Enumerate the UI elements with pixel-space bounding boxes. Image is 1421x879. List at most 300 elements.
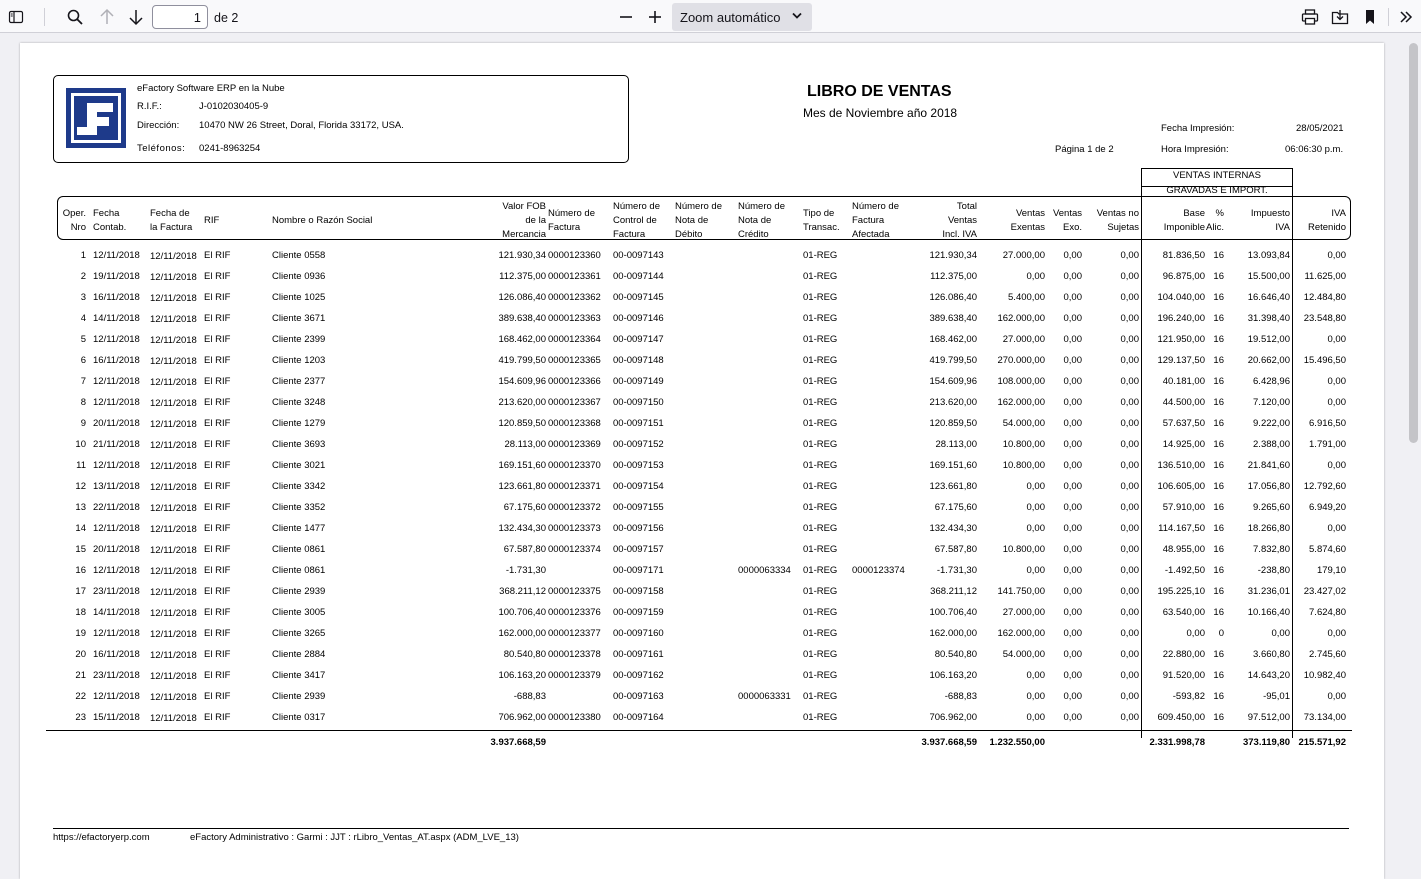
cell-ventas-exentas: 162.000,00 bbox=[997, 628, 1045, 639]
cell-num-factura: 0000123361 bbox=[548, 271, 601, 282]
cell-rif: El RIF bbox=[204, 460, 231, 471]
cell-impuesto-iva: 2.388,00 bbox=[1253, 439, 1290, 450]
arrow-up-icon bbox=[99, 8, 115, 26]
total-total-ventas: 3.937.668,59 bbox=[921, 737, 977, 748]
cell-oper: 2 bbox=[80, 271, 86, 282]
cell-valor-fob: -1.731,30 bbox=[505, 565, 546, 576]
cell-total-ventas: -688,83 bbox=[944, 691, 977, 702]
cell-tipo-trans: 01-REG bbox=[803, 544, 838, 555]
cell-ventas-no-sujetas: 0,00 bbox=[1120, 313, 1139, 324]
column-header-total-ventas: Incl. IVA bbox=[942, 229, 977, 240]
cell-rif: El RIF bbox=[204, 481, 231, 492]
cell-fecha-factura: 12/11/2018 bbox=[150, 398, 197, 409]
cell-ventas-exentas: 5.400,00 bbox=[1008, 292, 1045, 303]
column-header-nota-debito: Nota de bbox=[675, 215, 709, 226]
cell-impuesto-iva: -238,80 bbox=[1257, 565, 1290, 576]
page-label: Página 1 de 2 bbox=[1055, 144, 1114, 155]
cell-ventas-exentas: 0,00 bbox=[1026, 691, 1045, 702]
page-number-input[interactable] bbox=[152, 5, 208, 29]
cell-ventas-exentas: 0,00 bbox=[1026, 481, 1045, 492]
cell-fecha-factura: 12/11/2018 bbox=[150, 335, 197, 346]
cell-rif: El RIF bbox=[204, 523, 231, 534]
cell-ventas-no-sujetas: 0,00 bbox=[1120, 376, 1139, 387]
cell-pct-alic: 16 bbox=[1213, 691, 1224, 702]
cell-base-imponible: 14.925,00 bbox=[1162, 439, 1205, 450]
cell-pct-alic: 16 bbox=[1213, 481, 1224, 492]
cell-fecha-contab: 12/11/2018 bbox=[93, 397, 140, 408]
cell-ventas-no-sujetas: 0,00 bbox=[1120, 271, 1139, 282]
total-impuesto-iva: 373.119,80 bbox=[1242, 737, 1290, 748]
search-icon bbox=[66, 8, 84, 26]
cell-iva-retenido: 0,00 bbox=[1327, 691, 1346, 702]
cell-base-imponible: 196.240,00 bbox=[1157, 313, 1205, 324]
cell-iva-retenido: 0,00 bbox=[1327, 376, 1346, 387]
cell-impuesto-iva: 18.266,80 bbox=[1247, 523, 1290, 534]
column-header-num-control: Control de bbox=[613, 215, 657, 226]
cell-num-control: 00-0097151 bbox=[613, 418, 664, 429]
cell-oper: 8 bbox=[80, 397, 86, 408]
pdf-page bbox=[20, 43, 1384, 879]
cell-rif: El RIF bbox=[204, 250, 231, 261]
cell-ventas-exentas: 0,00 bbox=[1026, 712, 1045, 723]
cell-pct-alic: 16 bbox=[1213, 502, 1224, 513]
cell-num-factura: 0000123371 bbox=[548, 481, 601, 492]
group-header-line1: VENTAS INTERNAS bbox=[1173, 170, 1261, 181]
cell-base-imponible: 609.450,00 bbox=[1157, 712, 1205, 723]
zoom-select[interactable] bbox=[672, 3, 812, 31]
cell-rif: El RIF bbox=[204, 439, 231, 450]
cell-ventas-exo: 0,00 bbox=[1063, 502, 1082, 513]
cell-rif: El RIF bbox=[204, 544, 231, 555]
cell-impuesto-iva: 7.120,00 bbox=[1253, 397, 1290, 408]
cell-tipo-trans: 01-REG bbox=[803, 670, 838, 681]
cell-rif: El RIF bbox=[204, 334, 231, 345]
cell-iva-retenido: 0,00 bbox=[1327, 523, 1346, 534]
rif-label: R.I.F.: bbox=[137, 101, 162, 112]
cell-pct-alic: 16 bbox=[1213, 460, 1224, 471]
cell-num-control: 00-0097144 bbox=[613, 271, 664, 282]
cell-pct-alic: 16 bbox=[1213, 418, 1224, 429]
cell-num-control: 00-0097152 bbox=[613, 439, 664, 450]
cell-ventas-exentas: 27.000,00 bbox=[1002, 250, 1045, 261]
cell-num-control: 00-0097157 bbox=[613, 544, 664, 555]
cell-nombre: Cliente 2399 bbox=[272, 334, 326, 345]
cell-fact-afectada: 0000123374 bbox=[852, 565, 905, 576]
cell-base-imponible: 63.540,00 bbox=[1162, 607, 1205, 618]
cell-num-factura: 0000123378 bbox=[548, 649, 601, 660]
next-page-button[interactable] bbox=[124, 5, 148, 29]
cell-oper: 21 bbox=[75, 670, 86, 681]
footer-url: https://efactoryerp.com bbox=[53, 832, 150, 843]
cell-nombre: Cliente 0936 bbox=[272, 271, 326, 282]
column-header-num-factura: Factura bbox=[548, 222, 581, 233]
cell-impuesto-iva: 31.236,01 bbox=[1247, 586, 1290, 597]
cell-total-ventas: 28.113,00 bbox=[935, 439, 977, 450]
cell-total-ventas: 368.211,12 bbox=[930, 586, 977, 597]
cell-ventas-exo: 0,00 bbox=[1063, 460, 1082, 471]
cell-valor-fob: 120.859,50 bbox=[498, 418, 546, 429]
cell-pct-alic: 16 bbox=[1213, 376, 1224, 387]
printer-icon bbox=[1301, 9, 1319, 25]
cell-nombre: Cliente 0861 bbox=[272, 565, 326, 576]
cell-ventas-no-sujetas: 0,00 bbox=[1120, 355, 1139, 366]
cell-fecha-factura: 12/11/2018 bbox=[150, 650, 197, 661]
cell-num-control: 00-0097148 bbox=[613, 355, 664, 366]
cell-ventas-no-sujetas: 0,00 bbox=[1120, 250, 1139, 261]
cell-nombre: Cliente 2939 bbox=[272, 691, 326, 702]
cell-ventas-exentas: 141.750,00 bbox=[997, 586, 1045, 597]
zoom-in-button[interactable] bbox=[643, 5, 667, 29]
cell-impuesto-iva: 97.512,00 bbox=[1247, 712, 1290, 723]
address-value: 10470 NW 26 Street, Doral, Florida 33172, USA. bbox=[199, 120, 404, 131]
cell-oper: 4 bbox=[80, 313, 86, 324]
column-header-ventas-exentas: Exentas bbox=[1010, 222, 1045, 233]
cell-ventas-exentas: 27.000,00 bbox=[1002, 334, 1045, 345]
cell-base-imponible: 40.181,00 bbox=[1162, 376, 1205, 387]
cell-impuesto-iva: 17.056,80 bbox=[1247, 481, 1290, 492]
cell-fecha-contab: 12/11/2018 bbox=[93, 376, 140, 387]
column-header-nota-credito: Crédito bbox=[738, 229, 769, 240]
cell-pct-alic: 16 bbox=[1213, 523, 1224, 534]
cell-num-control: 00-0097171 bbox=[613, 565, 664, 576]
cell-valor-fob: 100.706,40 bbox=[498, 607, 546, 618]
cell-ventas-no-sujetas: 0,00 bbox=[1120, 607, 1139, 618]
cell-rif: El RIF bbox=[204, 397, 231, 408]
cell-fecha-factura: 12/11/2018 bbox=[150, 440, 197, 451]
pdf-toolbar bbox=[0, 0, 1421, 33]
save-button[interactable] bbox=[1328, 5, 1352, 29]
cell-num-factura: 0000123365 bbox=[548, 355, 601, 366]
cell-pct-alic: 16 bbox=[1213, 439, 1224, 450]
print-time-value: 06:06:30 p.m. bbox=[1285, 144, 1344, 155]
cell-total-ventas: 706.962,00 bbox=[929, 712, 977, 723]
cell-base-imponible: 104.040,00 bbox=[1157, 292, 1205, 303]
cell-fecha-contab: 12/11/2018 bbox=[93, 691, 140, 702]
cell-impuesto-iva: 10.166,40 bbox=[1247, 607, 1290, 618]
cell-ventas-exo: 0,00 bbox=[1063, 649, 1082, 660]
cell-ventas-no-sujetas: 0,00 bbox=[1120, 712, 1139, 723]
cell-oper: 5 bbox=[80, 334, 86, 345]
cell-valor-fob: 389.638,40 bbox=[498, 313, 546, 324]
cell-total-ventas: 154.609,96 bbox=[929, 376, 977, 387]
cell-rif: El RIF bbox=[204, 418, 231, 429]
zoom-out-button[interactable] bbox=[614, 5, 638, 29]
cell-ventas-exo: 0,00 bbox=[1063, 376, 1082, 387]
cell-iva-retenido: 23.427,02 bbox=[1303, 586, 1346, 597]
report-title: LIBRO DE VENTAS bbox=[807, 83, 952, 100]
cell-pct-alic: 16 bbox=[1213, 565, 1224, 576]
footer-info: eFactory Administrativo : Garmi : JJT : rLibro_Ventas_AT.aspx (ADM_LVE_13) bbox=[190, 832, 519, 843]
cell-fecha-contab: 20/11/2018 bbox=[93, 418, 140, 429]
cell-tipo-trans: 01-REG bbox=[803, 649, 838, 660]
sidebar-toggle-button[interactable] bbox=[4, 5, 28, 29]
cell-total-ventas: 132.434,30 bbox=[929, 523, 977, 534]
cell-nombre: Cliente 0317 bbox=[272, 712, 326, 723]
cell-rif: El RIF bbox=[204, 691, 231, 702]
cell-ventas-exo: 0,00 bbox=[1063, 544, 1082, 555]
cell-pct-alic: 16 bbox=[1213, 313, 1224, 324]
cell-fecha-contab: 13/11/2018 bbox=[93, 481, 140, 492]
cell-valor-fob: 28.113,00 bbox=[504, 439, 546, 450]
cell-ventas-exo: 0,00 bbox=[1063, 481, 1082, 492]
cell-iva-retenido: 0,00 bbox=[1327, 460, 1346, 471]
cell-nombre: Cliente 2939 bbox=[272, 586, 326, 597]
column-header-oper: Nro bbox=[70, 222, 86, 233]
cell-ventas-exentas: 10.800,00 bbox=[1002, 544, 1045, 555]
cell-fecha-factura: 12/11/2018 bbox=[150, 545, 197, 556]
cell-fecha-factura: 12/11/2018 bbox=[150, 314, 197, 325]
cell-ventas-exo: 0,00 bbox=[1063, 355, 1082, 366]
cell-nota-credito: 0000063331 bbox=[738, 691, 791, 702]
document-viewer[interactable] bbox=[0, 33, 1405, 879]
company-info-box bbox=[53, 75, 629, 163]
cell-ventas-exentas: 0,00 bbox=[1026, 523, 1045, 534]
zoom-select-value: Zoom automático bbox=[680, 9, 781, 25]
download-icon bbox=[1331, 9, 1349, 25]
cell-rif: El RIF bbox=[204, 292, 231, 303]
cell-valor-fob: 168.462,00 bbox=[498, 334, 546, 345]
cell-iva-retenido: 6.916,50 bbox=[1309, 418, 1346, 429]
cell-base-imponible: 96.875,00 bbox=[1162, 271, 1205, 282]
cell-ventas-exo: 0,00 bbox=[1063, 691, 1082, 702]
cell-valor-fob: -688,83 bbox=[513, 691, 546, 702]
cell-base-imponible: 91.520,00 bbox=[1162, 670, 1205, 681]
cell-fecha-contab: 12/11/2018 bbox=[93, 628, 140, 639]
cell-fecha-factura: 12/11/2018 bbox=[150, 524, 197, 535]
cell-iva-retenido: 12.792,60 bbox=[1303, 481, 1346, 492]
cell-tipo-trans: 01-REG bbox=[803, 355, 838, 366]
cell-valor-fob: 106.163,20 bbox=[498, 670, 546, 681]
cell-total-ventas: 100.706,40 bbox=[929, 607, 977, 618]
cell-total-ventas: 419.799,50 bbox=[929, 355, 977, 366]
cell-ventas-exo: 0,00 bbox=[1063, 670, 1082, 681]
cell-fecha-factura: 12/11/2018 bbox=[150, 482, 197, 493]
cell-impuesto-iva: 20.662,00 bbox=[1247, 355, 1290, 366]
cell-num-factura: 0000123379 bbox=[548, 670, 601, 681]
minus-icon bbox=[619, 10, 633, 24]
cell-tipo-trans: 01-REG bbox=[803, 607, 838, 618]
cell-fecha-contab: 23/11/2018 bbox=[93, 586, 140, 597]
cell-base-imponible: 57.910,00 bbox=[1162, 502, 1205, 513]
cell-total-ventas: 389.638,40 bbox=[929, 313, 977, 324]
cell-rif: El RIF bbox=[204, 586, 231, 597]
column-header-ventas-no-sujetas: Ventas no bbox=[1096, 208, 1139, 219]
cell-fecha-factura: 12/11/2018 bbox=[150, 503, 197, 514]
cell-impuesto-iva: 7.832,80 bbox=[1253, 544, 1290, 555]
cell-rif: El RIF bbox=[204, 628, 231, 639]
cell-fecha-contab: 14/11/2018 bbox=[93, 607, 140, 618]
cell-oper: 10 bbox=[75, 439, 86, 450]
cell-rif: El RIF bbox=[204, 670, 231, 681]
cell-num-control: 00-0097150 bbox=[613, 397, 664, 408]
column-header-nota-debito: Número de bbox=[675, 201, 722, 212]
cell-base-imponible: 114.167,50 bbox=[1158, 523, 1205, 534]
cell-iva-retenido: 179,10 bbox=[1316, 565, 1346, 576]
cell-rif: El RIF bbox=[204, 376, 231, 387]
page-count-label: de 2 bbox=[214, 11, 239, 25]
cell-ventas-no-sujetas: 0,00 bbox=[1120, 502, 1139, 513]
cell-fecha-factura: 12/11/2018 bbox=[150, 692, 197, 703]
cell-num-factura: 0000123360 bbox=[548, 250, 601, 261]
column-header-tipo-trans: Tipo de bbox=[803, 208, 835, 219]
cell-iva-retenido: 73.134,00 bbox=[1303, 712, 1346, 723]
cell-ventas-exentas: 162.000,00 bbox=[997, 397, 1045, 408]
cell-ventas-exo: 0,00 bbox=[1063, 334, 1082, 345]
bookmark-button[interactable] bbox=[1358, 5, 1382, 29]
column-header-nota-debito: Débito bbox=[675, 229, 703, 240]
cell-pct-alic: 16 bbox=[1213, 649, 1224, 660]
cell-fecha-factura: 12/11/2018 bbox=[150, 671, 197, 682]
cell-nombre: Cliente 3693 bbox=[272, 439, 326, 450]
cell-num-control: 00-0097161 bbox=[613, 649, 664, 660]
cell-valor-fob: 213.620,00 bbox=[498, 397, 546, 408]
cell-ventas-exentas: 0,00 bbox=[1026, 565, 1045, 576]
cell-ventas-exentas: 0,00 bbox=[1026, 670, 1045, 681]
cell-iva-retenido: 12.484,80 bbox=[1303, 292, 1346, 303]
cell-iva-retenido: 23.548,80 bbox=[1303, 313, 1346, 324]
cell-pct-alic: 16 bbox=[1213, 670, 1224, 681]
column-header-iva-retenido: IVA bbox=[1331, 208, 1346, 219]
column-header-base-imponible: Imponible bbox=[1163, 222, 1205, 233]
phones-value: 0241-8963254 bbox=[199, 143, 261, 154]
cell-nombre: Cliente 2377 bbox=[272, 376, 326, 387]
cell-fecha-contab: 20/11/2018 bbox=[93, 544, 140, 555]
sidebar-icon bbox=[8, 9, 24, 25]
cell-fecha-factura: 12/11/2018 bbox=[150, 377, 197, 388]
cell-num-control: 00-0097159 bbox=[613, 607, 664, 618]
cell-num-factura: 0000123380 bbox=[548, 712, 601, 723]
cell-ventas-exentas: 27.000,00 bbox=[1002, 607, 1045, 618]
cell-num-factura: 0000123370 bbox=[548, 460, 601, 471]
cell-valor-fob: 121.930,34 bbox=[498, 250, 546, 261]
cell-oper: 13 bbox=[75, 502, 86, 513]
cell-fecha-contab: 22/11/2018 bbox=[93, 502, 140, 513]
cell-nombre: Cliente 3248 bbox=[272, 397, 326, 408]
cell-impuesto-iva: 3.660,80 bbox=[1253, 649, 1290, 660]
cell-base-imponible: 22.880,00 bbox=[1162, 649, 1205, 660]
column-header-fecha-factura: la Factura bbox=[150, 222, 193, 233]
cell-oper: 11 bbox=[76, 460, 86, 471]
column-header-oper: Oper. bbox=[62, 208, 86, 219]
cell-nombre: Cliente 2884 bbox=[272, 649, 326, 660]
cell-oper: 20 bbox=[75, 649, 86, 660]
cell-num-control: 00-0097149 bbox=[613, 376, 664, 387]
cell-base-imponible: 106.605,00 bbox=[1157, 481, 1205, 492]
cell-nombre: Cliente 0861 bbox=[272, 544, 326, 555]
cell-fecha-contab: 23/11/2018 bbox=[93, 670, 140, 681]
column-header-valor-fob: de la bbox=[525, 215, 546, 226]
tools-menu-button[interactable] bbox=[1394, 5, 1418, 29]
cell-base-imponible: -1.492,50 bbox=[1164, 565, 1205, 576]
column-header-impuesto-iva: Impuesto bbox=[1250, 208, 1290, 219]
cell-impuesto-iva: 16.646,40 bbox=[1247, 292, 1290, 303]
cell-fecha-factura: 12/11/2018 bbox=[150, 251, 197, 262]
cell-num-control: 00-0097146 bbox=[613, 313, 664, 324]
cell-tipo-trans: 01-REG bbox=[803, 418, 838, 429]
cell-total-ventas: -1.731,30 bbox=[936, 565, 977, 576]
cell-iva-retenido: 11.625,00 bbox=[1304, 271, 1346, 282]
cell-nombre: Cliente 1279 bbox=[272, 418, 326, 429]
cell-iva-retenido: 15.496,50 bbox=[1303, 355, 1346, 366]
cell-pct-alic: 16 bbox=[1213, 334, 1224, 345]
cell-valor-fob: 67.587,80 bbox=[503, 544, 546, 555]
cell-base-imponible: 136.510,00 bbox=[1157, 460, 1205, 471]
cell-impuesto-iva: 9.222,00 bbox=[1253, 418, 1290, 429]
column-header-nota-credito: Nota de bbox=[738, 215, 772, 226]
cell-fecha-contab: 12/11/2018 bbox=[93, 565, 140, 576]
column-header-fecha-contab: Fecha bbox=[93, 208, 120, 219]
cell-ventas-no-sujetas: 0,00 bbox=[1120, 649, 1139, 660]
cell-oper: 3 bbox=[80, 292, 86, 303]
column-header-ventas-exo: Ventas bbox=[1052, 208, 1082, 219]
cell-num-control: 00-0097147 bbox=[613, 334, 664, 345]
scrollbar-thumb[interactable] bbox=[1409, 43, 1418, 443]
column-header-total-ventas: Total bbox=[956, 201, 977, 212]
cell-fecha-contab: 12/11/2018 bbox=[93, 523, 140, 534]
column-header-nombre: Nombre o Razón Social bbox=[272, 215, 373, 226]
chevron-down-icon bbox=[792, 12, 802, 20]
cell-total-ventas: 162.000,00 bbox=[929, 628, 977, 639]
cell-num-control: 00-0097162 bbox=[613, 670, 664, 681]
toolbar-separator bbox=[44, 8, 45, 26]
cell-ventas-exo: 0,00 bbox=[1063, 439, 1082, 450]
cell-num-factura: 0000123375 bbox=[548, 586, 601, 597]
cell-tipo-trans: 01-REG bbox=[803, 502, 838, 513]
previous-page-button[interactable] bbox=[95, 5, 119, 29]
cell-total-ventas: 120.859,50 bbox=[929, 418, 977, 429]
cell-num-factura: 0000123364 bbox=[548, 334, 601, 345]
cell-fecha-factura: 12/11/2018 bbox=[150, 419, 197, 430]
cell-tipo-trans: 01-REG bbox=[803, 250, 838, 261]
cell-ventas-no-sujetas: 0,00 bbox=[1120, 544, 1139, 555]
column-header-rif: RIF bbox=[204, 215, 220, 226]
print-button[interactable] bbox=[1298, 5, 1322, 29]
cell-fecha-contab: 15/11/2018 bbox=[93, 712, 140, 723]
cell-fecha-factura: 12/11/2018 bbox=[150, 566, 197, 577]
column-header-nota-credito: Número de bbox=[738, 201, 785, 212]
cell-nombre: Cliente 1477 bbox=[272, 523, 326, 534]
cell-num-control: 00-0097160 bbox=[613, 628, 664, 639]
total-ventas-exentas: 1.232.550,00 bbox=[989, 737, 1045, 748]
print-date-label: Fecha Impresión: bbox=[1161, 123, 1235, 134]
cell-iva-retenido: 0,00 bbox=[1327, 334, 1346, 345]
cell-ventas-exentas: 10.800,00 bbox=[1002, 460, 1045, 471]
cell-base-imponible: 129.137,50 bbox=[1157, 355, 1205, 366]
cell-nombre: Cliente 1203 bbox=[272, 355, 326, 366]
cell-valor-fob: 162.000,00 bbox=[498, 628, 546, 639]
company-name: eFactory Software ERP en la Nube bbox=[137, 83, 285, 94]
cell-iva-retenido: 6.949,20 bbox=[1309, 502, 1346, 513]
cell-ventas-exentas: 10.800,00 bbox=[1002, 439, 1045, 450]
cell-ventas-no-sujetas: 0,00 bbox=[1120, 439, 1139, 450]
cell-oper: 7 bbox=[80, 376, 86, 387]
find-button[interactable] bbox=[63, 5, 87, 29]
cell-pct-alic: 16 bbox=[1213, 607, 1224, 618]
column-header-tipo-trans: Transac. bbox=[803, 222, 840, 233]
double-chevron-right-icon bbox=[1399, 10, 1413, 24]
cell-fecha-factura: 12/11/2018 bbox=[150, 461, 197, 472]
cell-nombre: Cliente 3021 bbox=[272, 460, 326, 471]
cell-pct-alic: 16 bbox=[1213, 544, 1224, 555]
cell-tipo-trans: 01-REG bbox=[803, 523, 838, 534]
cell-base-imponible: 0,00 bbox=[1186, 628, 1205, 639]
column-header-fecha-factura: Fecha de bbox=[150, 208, 190, 219]
rif-value: J-0102030405-9 bbox=[199, 101, 269, 112]
cell-iva-retenido: 0,00 bbox=[1327, 628, 1346, 639]
cell-total-ventas: 169.151,60 bbox=[929, 460, 977, 471]
column-header-total-ventas: Ventas bbox=[947, 215, 977, 226]
vertical-scrollbar[interactable] bbox=[1405, 33, 1421, 879]
